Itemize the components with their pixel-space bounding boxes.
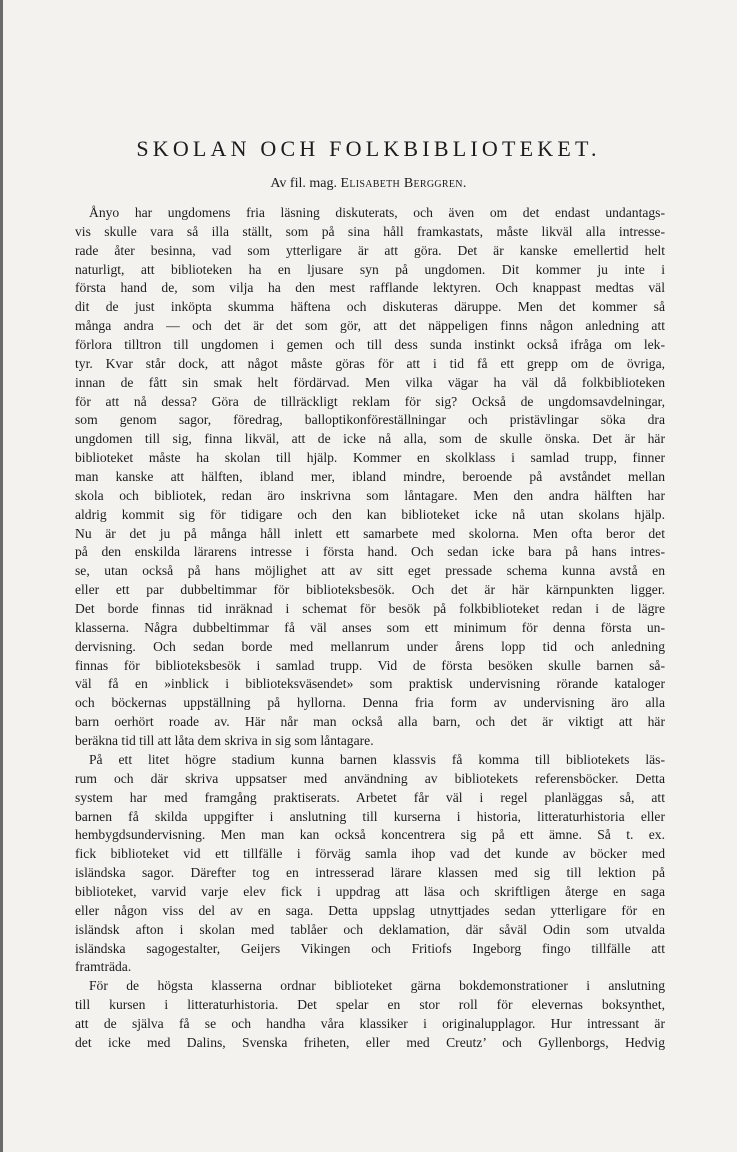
text-line: fick biblioteket vid ett tillfälle i förväg samla ihop vad det kunde av böcker med [75, 846, 665, 862]
text-line: aldrig kommit sig för tidigare och den kan biblioteket icke nå utan skolans hjälp. [75, 506, 665, 522]
text-line: till kursen i litteraturhistoria. Det spelar en stor roll för elevernas boksynthet, [75, 997, 665, 1013]
text-line: se, utan också på hans möjlighet att av sitt eget pressade schema kunna avstå en [75, 563, 665, 579]
text-line: för att nå dessa? Göra de tillräckligt reklam för sig? Också de ungdomsavdelningar, [75, 393, 665, 409]
text-line: isländska sagogestalter, Geijers Vikingen och Fritiofs Ingeborg fingo tillfälle att [75, 940, 665, 956]
text-line: många andra — och det är det som gör, att det näppeligen finns någon anledning att [75, 318, 665, 334]
text-line: beräkna tid till att låta dem skriva in sig som låntagare. [75, 733, 374, 749]
text-line: vis skulle vara så illa ställt, som på sina håll framkastats, måste likväl alla intresse- [75, 223, 665, 239]
byline [0, 176, 737, 192]
text-line: på den enskilda lärarens intresse i första hand. Och sedan icke bara på hans intres- [75, 544, 665, 560]
article-body [75, 204, 665, 1053]
text-line: hembygdsundervisning. Men man kan också koncentrera sig på ett ämne. Så t. ex. [75, 827, 665, 843]
text-line: dervisning. Och sedan borde med mellanrum under årens lopp tid och anledning [75, 638, 665, 654]
text-line: eller ett par dubbeltimmar för biblioteksbesök. Och det är här kärnpunkten ligger. [75, 582, 665, 598]
text-line: som genom sagor, föredrag, balloptikonföreställningar och pristävlingar söka dra [75, 412, 665, 428]
text-line: dit de just inköpta skumma häftena och diskuteras däruppe. Men det kommer så [75, 299, 665, 315]
text-line: biblioteket, varvid varje elev fick i uppdrag att läsa och skriftligen återge en saga [75, 883, 665, 899]
text-line: det icke med Dalins, Svenska friheten, eller med Creutz’ och Gyllenborgs, Hedvig [75, 1034, 665, 1050]
text-line: naturligt, att biblioteken ha en ljusare syn på ungdomen. Dit kommer ju inte i [75, 261, 665, 277]
byline-prefix: Av fil. mag. [270, 176, 337, 191]
text-line: För de högsta klasserna ordnar biblioteket gärna bokdemonstrationer i anslutning [89, 978, 665, 994]
text-line: rade åter besinna, vad som ytterligare är att göra. Det är kanske emellertid helt [75, 242, 665, 258]
article-title: SKOLAN OCH FOLKBIBLIOTEKET. [136, 136, 601, 161]
text-line: På ett litet högre stadium kunna barnen klassvis få komma till bibliotekets läs- [89, 751, 665, 767]
text-line: eller någon viss del av en saga. Detta uppslag utnyttjades sedan ytterligare för en [75, 902, 665, 918]
text-line: ungdomen till sig, finna likväl, att de icke nå alla, som de skulle önska. Det är här [75, 431, 665, 447]
text-line: framträda. [75, 959, 132, 975]
text-line: att de själva få se och handha våra klassiker i originalupplagor. Hur intressant är [75, 1015, 665, 1031]
text-line: klasserna. Några dubbeltimmar få väl anses som ett minimum för denna första un- [75, 619, 665, 635]
text-line: barn oerhört roade av. Här når man också alla barn, och det är viktigt att här [75, 714, 665, 730]
text-line: system har med framgång praktiserats. Arbetet får väl i regel planläggas så, att [75, 789, 665, 805]
text-line: skola och bibliotek, redan äro inskrivna som låntagare. Men den andra hälften har [75, 487, 665, 503]
text-line: Det borde finnas tid inräknad i schemat för besök på folkbiblioteket redan i de lägre [75, 601, 665, 617]
text-line: innan de fått sin smak helt fördärvad. Men vilka vägar ha väl då folkbiblioteken [75, 374, 665, 390]
text-line: rum och där skriva uppsatser med användning av bibliotekets referensböcker. Detta [75, 770, 665, 786]
text-line: tyr. Kvar står dock, att något måste göras för att i tid få ett grepp om de övriga, [75, 355, 665, 371]
text-line: Nu är det ju på många håll inlett ett samarbete med skolorna. Men ofta beror det [75, 525, 665, 541]
text-line: väl få en »inblick i biblioteksväsendet» som praktisk undervisning rörande kataloger [75, 676, 665, 692]
text-line: första hand de, som vilja ha den mest rafflande lektyren. Och knappast medtas väl [75, 280, 665, 296]
scan-left-edge [0, 0, 3, 1152]
text-line: barnen få skilda uppgifter i anslutning till kurserna i historia, litteraturhistoria eller [75, 808, 665, 824]
text-line: isländsk afton i skolan med tablåer och deklamation, där såväl Odin som utvalda [75, 921, 665, 937]
text-line: finnas för biblioteksbesök i samlad trupp. Vid de första besöken skulle barnen så- [75, 657, 665, 673]
text-line: biblioteket måste ha skolan till hjälp. Kommer en skolklass i samlad trupp, finner [75, 450, 665, 466]
text-line: Ånyo har ungdomens fria läsning diskuterats, och även om det endast undantags- [89, 205, 665, 220]
author-name: Elisabeth Berggren. [340, 176, 467, 191]
text-line: isländska sagor. Därefter tog en intresserad lärare klassen med sig till lektion på [75, 865, 665, 881]
text-line: förlora tilltron till ungdomen i gemen och till dess sunda instinkt också ifråga om lek- [75, 337, 665, 353]
text-line: man kanske att hälften, ibland mer, ibland mindre, beroende på avståndet mellan [75, 469, 665, 485]
text-line: och böckernas uppställning på hyllorna. Denna fria form av undervisning äro alla [75, 695, 665, 711]
